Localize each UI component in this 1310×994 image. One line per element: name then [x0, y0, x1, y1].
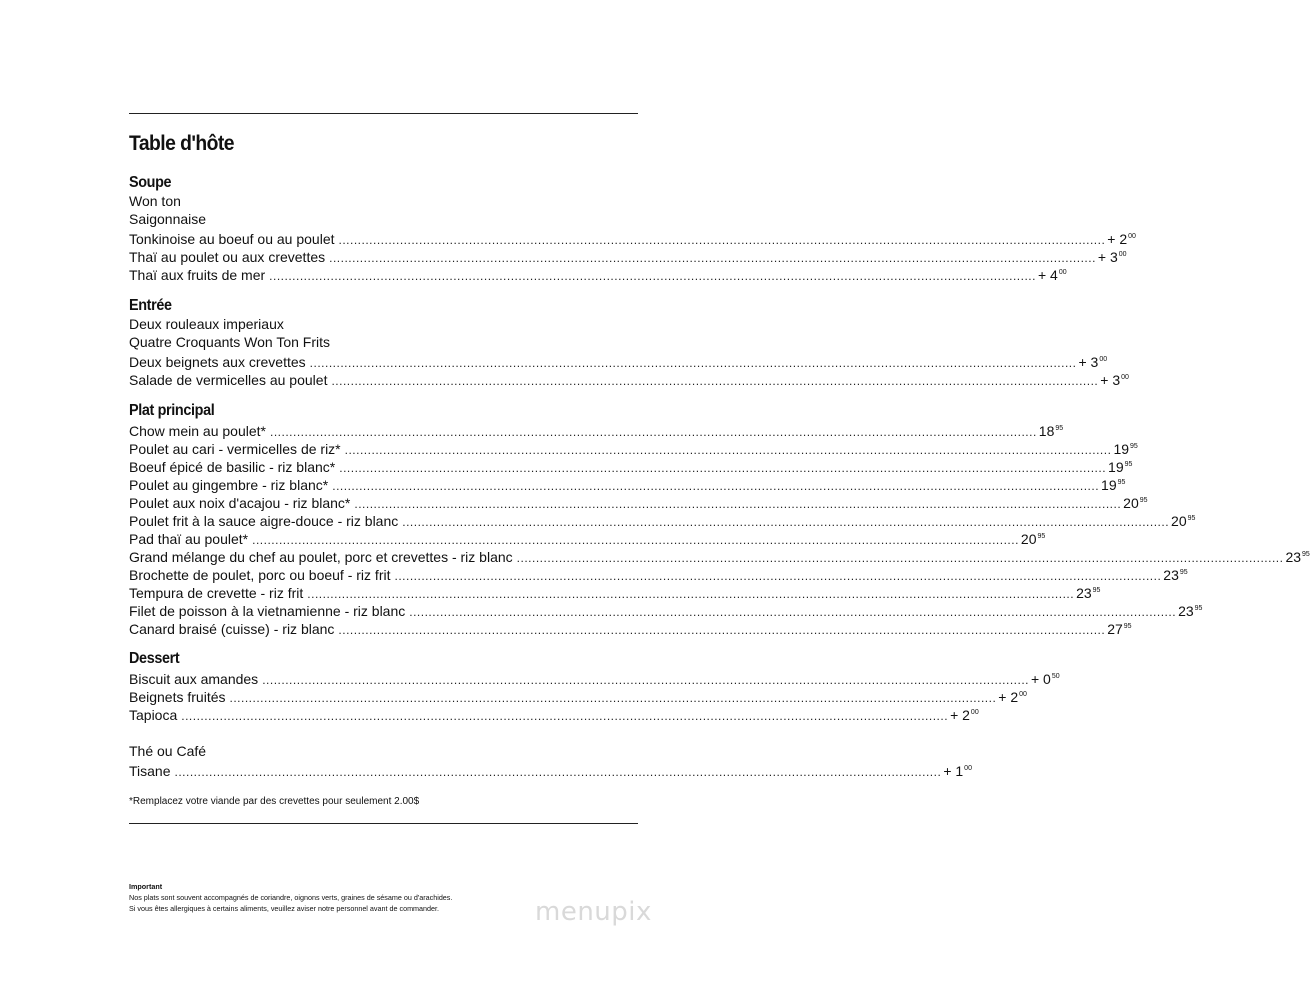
menu-item-price — [1178, 600, 1202, 620]
price-amount: + 2 — [950, 707, 970, 723]
leader-dots: ........................................................................................................................................................................................................ — [309, 356, 1077, 370]
price-amount: 20 — [1020, 531, 1037, 547]
leader-dots: ........................................................................................................................................................................................................ — [174, 765, 942, 779]
price-amount: 27 — [1107, 621, 1123, 637]
menu-item-name: Chow mein au poulet* — [129, 423, 266, 439]
menu-item — [129, 333, 638, 351]
leader-dots: ........................................................................................................................................................................................................ — [181, 709, 949, 723]
menu-item-name: Thé ou Café — [129, 743, 207, 759]
menu-item-price — [1076, 582, 1100, 602]
menu-item-price — [1021, 528, 1045, 548]
menu-item-name: Salade de vermicelles au poulet — [129, 372, 328, 388]
price-amount: + 0 — [1030, 671, 1051, 687]
price-cents: 50 — [1051, 673, 1060, 680]
price-cents: 00 — [964, 765, 972, 772]
menu-item-price — [1101, 474, 1125, 494]
menu-item-price — [998, 686, 1027, 706]
menu-item-price — [1171, 510, 1195, 530]
menu-item-name: Tisane — [129, 763, 171, 779]
footnote: *Remplacez votre viande par des crevettes pour seulement 2.00$ — [129, 796, 420, 807]
menu-item-name: Canard braisé (cuisse) - riz blanc — [129, 621, 335, 637]
menu-item — [129, 264, 1067, 283]
leader-dots: ........................................................................................................................................................................................................ — [394, 569, 1162, 583]
menu-item-price — [1031, 668, 1060, 688]
menu-item-price — [943, 760, 972, 780]
menu-item-name: Poulet frit à la sauce aigre-douce - riz blanc — [129, 513, 399, 529]
menu-item — [129, 420, 1064, 439]
leader-dots: ........................................................................................................................................................................................................ — [307, 587, 1075, 601]
menu-item-name: Won ton — [129, 193, 181, 209]
price-cents: 95 — [1130, 443, 1138, 450]
bottom-divider — [129, 823, 638, 824]
menu-item — [129, 351, 1108, 370]
menu-item-name: Saigonnaise — [129, 211, 207, 227]
menu-item — [129, 474, 1126, 493]
section-boissons — [129, 742, 972, 779]
price-amount: + 1 — [943, 763, 964, 779]
menu-item-name: Thaï aux fruits de mer — [129, 267, 266, 283]
leader-dots: ........................................................................................................................................................................................................ — [332, 479, 1100, 493]
allergy-notice-heading: Important — [129, 882, 163, 891]
menu-item-price — [1098, 246, 1127, 266]
menu-item — [129, 228, 1136, 247]
menu-item-name: Tempura de crevette - riz frit — [129, 585, 304, 601]
menu-item — [129, 618, 1132, 637]
price-cents: 95 — [1139, 497, 1148, 504]
menu-item — [129, 564, 1188, 583]
menu-item-name: Brochette de poulet, porc ou boeuf - riz frit — [129, 567, 391, 583]
price-amount: + 4 — [1037, 267, 1058, 283]
menu-item-price — [1039, 420, 1063, 440]
price-cents: 95 — [1037, 533, 1046, 540]
page-title: Table d'hôte — [129, 132, 234, 155]
price-cents: 00 — [1128, 233, 1136, 240]
price-amount: + 2 — [1107, 231, 1128, 247]
menu-item-name: Filet de poisson à la vietnamienne - riz blanc — [129, 603, 406, 619]
leader-dots: ........................................................................................................................................................................................................ — [344, 443, 1112, 457]
price-amount: 23 — [1076, 585, 1092, 601]
menu-item-name: Pad thaï au poulet* — [129, 531, 249, 547]
leader-dots: ........................................................................................................................................................................................................ — [252, 533, 1019, 547]
section-title: Soupe — [129, 174, 172, 191]
price-cents: 95 — [1179, 569, 1188, 576]
price-cents: 00 — [970, 709, 979, 716]
menu-item-price — [1078, 351, 1107, 371]
menu-item — [129, 246, 1127, 265]
price-amount: 20 — [1171, 513, 1187, 529]
menu-item-price — [1107, 228, 1136, 248]
price-amount: + 3 — [1100, 372, 1121, 388]
menu-item-name: Deux rouleaux imperiaux — [129, 316, 284, 332]
menu-item-price — [950, 704, 979, 724]
menu-item — [129, 192, 638, 210]
menu-item-name: Tapioca — [129, 707, 178, 723]
menu-item-price — [1038, 264, 1067, 284]
menu-item — [129, 742, 638, 760]
price-cents: 00 — [1058, 269, 1067, 276]
section-plat-principal — [129, 401, 1310, 637]
leader-dots: ........................................................................................................................................................................................................ — [338, 623, 1106, 637]
menu-item — [129, 492, 1148, 511]
menu-item — [129, 369, 1129, 388]
menu-item — [129, 668, 1060, 687]
price-amount: 23 — [1285, 549, 1302, 565]
menu-item-name: Tonkinoise au boeuf ou au poulet — [129, 231, 335, 247]
menu-item — [129, 210, 638, 228]
leader-dots: ........................................................................................................................................................................................................ — [269, 425, 1037, 439]
price-cents: 95 — [1117, 479, 1126, 486]
menu-item-name: Poulet au gingembre - riz blanc* — [129, 477, 329, 493]
leader-dots: ........................................................................................................................................................................................................ — [269, 269, 1036, 283]
menu-item-name: Quatre Croquants Won Ton Frits — [129, 334, 331, 350]
menu-item-price — [1123, 492, 1147, 512]
price-cents: 00 — [1099, 356, 1108, 363]
menu-item — [129, 510, 1196, 529]
price-amount: 18 — [1038, 423, 1055, 439]
menu-item — [129, 315, 638, 333]
leader-dots: ........................................................................................................................................................................................................ — [516, 551, 1284, 565]
section-soupe — [129, 173, 1136, 283]
allergy-notice — [129, 881, 452, 914]
menu-item-price — [1107, 618, 1131, 638]
menu-item — [129, 600, 1203, 619]
menu-item-name: Grand mélange du chef au poulet, porc et crevettes - riz blanc — [129, 549, 513, 565]
price-cents: 95 — [1302, 551, 1310, 558]
price-cents: 00 — [1121, 374, 1129, 381]
menu-item-name: Poulet aux noix d'acajou - riz blanc* — [129, 495, 351, 511]
price-cents: 95 — [1055, 425, 1064, 432]
leader-dots: ........................................................................................................................................................................................................ — [262, 673, 1029, 687]
leader-dots: ........................................................................................................................................................................................................ — [229, 691, 997, 705]
price-cents: 00 — [1019, 691, 1027, 698]
section-title: Plat principal — [129, 402, 215, 419]
menu-item-name: Beignets fruités — [129, 689, 226, 705]
allergy-notice-line: Si vous êtes allergiques à certains aliments, veuillez aviser notre personnel avant de commander. — [129, 904, 440, 913]
menu-item — [129, 528, 1046, 547]
menu-item-name: Biscuit aux amandes — [129, 671, 259, 687]
menu-item-price — [1108, 456, 1132, 476]
menu-item-name: Poulet au cari - vermicelles de riz* — [129, 441, 341, 457]
leader-dots: ........................................................................................................................................................................................................ — [354, 497, 1122, 511]
price-amount: 19 — [1108, 459, 1124, 475]
menu-item — [129, 582, 1101, 601]
price-amount: 20 — [1123, 495, 1139, 511]
price-cents: 00 — [1118, 251, 1127, 258]
section-entree — [129, 296, 1129, 388]
price-amount: + 2 — [998, 689, 1019, 705]
price-amount: 19 — [1101, 477, 1117, 493]
price-amount: + 3 — [1097, 249, 1118, 265]
menu-item-name: Deux beignets aux crevettes — [129, 354, 306, 370]
leader-dots: ........................................................................................................................................................................................................ — [338, 233, 1106, 247]
price-cents: 95 — [1124, 461, 1133, 468]
menu-item-price — [1113, 438, 1137, 458]
top-divider — [129, 113, 638, 114]
price-amount: + 3 — [1078, 354, 1099, 370]
menu-item-price — [1163, 564, 1187, 584]
menupix-watermark: menupix — [535, 897, 652, 927]
price-cents: 95 — [1194, 605, 1203, 612]
menu-item-price — [1285, 546, 1309, 566]
price-cents: 95 — [1092, 587, 1101, 594]
menu-item — [129, 686, 1027, 705]
section-title: Dessert — [129, 650, 180, 667]
menu-item — [129, 438, 1138, 457]
section-dessert — [129, 649, 1060, 723]
menu-item-name: Boeuf épicé de basilic - riz blanc* — [129, 459, 336, 475]
menu-item-name: Thaï au poulet ou aux crevettes — [129, 249, 326, 265]
menu-item-price — [1100, 369, 1129, 389]
leader-dots: ........................................................................................................................................................................................................ — [331, 374, 1099, 388]
price-cents: 95 — [1123, 623, 1132, 630]
price-amount: 23 — [1178, 603, 1194, 619]
price-amount: 19 — [1113, 441, 1130, 457]
menu-item — [129, 546, 1310, 565]
leader-dots: ........................................................................................................................................................................................................ — [339, 461, 1107, 475]
menu-item — [129, 456, 1133, 475]
leader-dots: ........................................................................................................................................................................................................ — [329, 251, 1096, 265]
section-title: Entrée — [129, 297, 172, 314]
price-amount: 23 — [1163, 567, 1179, 583]
menu-item — [129, 704, 979, 723]
allergy-notice-line: Nos plats sont souvent accompagnés de coriandre, oignons verts, graines de sésame ou d'arachides. — [129, 893, 453, 902]
leader-dots: ........................................................................................................................................................................................................ — [409, 605, 1177, 619]
price-cents: 95 — [1187, 515, 1196, 522]
leader-dots: ........................................................................................................................................................................................................ — [402, 515, 1170, 529]
menu-item — [129, 760, 972, 779]
